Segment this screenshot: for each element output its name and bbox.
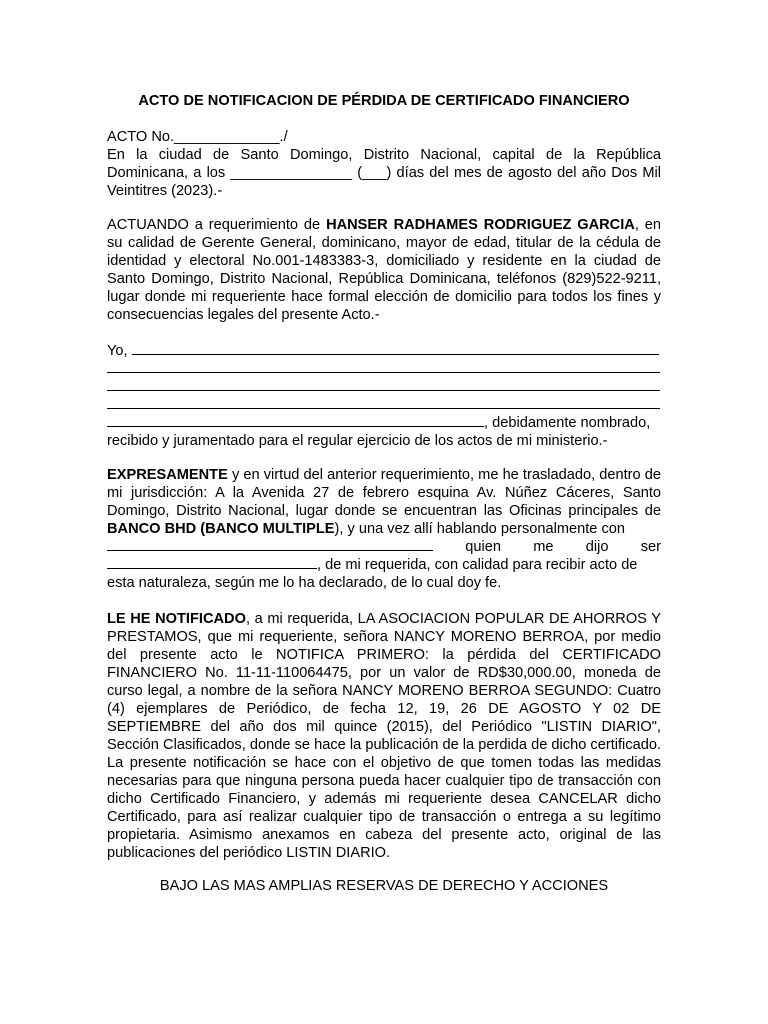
actuando-lead: ACTUANDO a requerimiento de [107,217,327,233]
blank-line [107,378,661,396]
person-name-field [107,538,433,551]
expresamente-text2: ), y una vez allí hablando personalmente con [334,521,625,537]
role-field [107,556,317,569]
alguacil-name-field [132,342,659,355]
closing-statement: BAJO LAS MAS AMPLIAS RESERVAS DE DERECHO Y ACCIONES [159,878,609,894]
yo-first-line [107,342,661,360]
yo-paragraph [107,342,661,450]
yo-suffix: , debidamente nombrado, [484,415,651,431]
word-me: me [533,539,554,555]
notificado-text: , a mi requerida, LA ASOCIACION POPULAR DE AHORROS Y PRESTAMOS, que mi requeriente, señora NANCY MORENO BERROA, por medio del presente acto le NOTIFICA PRIMERO: la pérdida del CERTIFICADO FINANCIERO No. 11-11-110064475, por un valor de RD$30,000.00, moneda de curso legal, a nombre de la señora NANCY MORENO BERROA SEGUNDO: Cuatro (4) ejemplares de Periódico, de fecha 12, 19, 26 DE AGOSTO Y 02 DE SEPTIEMBRE del año dos mil quince (2015), del Periódico "LISTIN DIARIO", Sección Clasificados, donde se hace la publicación de la perdida de dicho certificado. La presente notificación se hace con el objetivo de que tomen todas las medidas necesarias para que ninguna persona pueda hacer cualquier tipo de transacción con dicho Certificado Financiero, y además mi requeriente desea CANCELAR dicho Certificado, para así realizar cualquier tipo de transacción o entrega a su legítimo propietaria. Asimismo anexamos en cabeza del presente acto, original de las publicaciones del periódico LISTIN DIARIO. [107,611,661,861]
notificado-paragraph [107,610,661,862]
actuando-paragraph [107,216,661,324]
expresamente-text4: esta naturaleza, según me lo ha declarado, de lo cual doy fe. [107,575,502,591]
expresamente-text1: y en virtud del anterior requerimiento, me he trasladado, dentro de mi jurisdicción: A la Avenida 27 de febrero esquina Av. Núñez Cáceres, Santo Domingo, Distrito Nacional, lugar donde se encuentran las Oficinas principales de [107,467,661,519]
yo-last-line [107,414,661,432]
blank-fill [107,378,660,391]
word-quien: quien [465,539,501,555]
expresamente-lead: EXPRESAMENTE [107,467,228,483]
requerida-line [107,556,661,574]
blank-fill [107,396,660,409]
blank-fill [107,360,660,373]
acto-text: En la ciudad de Santo Domingo, Distrito Nacional, capital de la República Dominicana, a los _______________ (___) días del mes de agosto del año Dos Mil Veintitres (2023).- [107,147,661,199]
document-title: ACTO DE NOTIFICACION DE PÉRDIDA DE CERTIFICADO FINANCIERO [138,93,630,109]
word-ser: ser [640,539,661,555]
expresamente-text3: , de mi requerida, con calidad para recibir acto de [317,557,638,573]
notificado-lead: LE HE NOTIFICADO [107,611,246,627]
blank-line [107,360,661,378]
blank-fill [107,414,484,427]
acto-paragraph [107,128,661,200]
yo-label: Yo, [107,343,132,359]
word-dijo: dijo [585,539,609,555]
yo-text: recibido y juramentado para el regular ejercicio de los actos de mi ministerio.- [107,433,608,449]
quien-line [107,538,661,556]
acto-number: ACTO No._____________./ [107,129,288,145]
bank-name: BANCO BHD (BANCO MULTIPLE [107,521,335,537]
blank-line [107,396,661,414]
actuando-text: , en su calidad de Gerente General, dominicano, mayor de edad, titular de la cédula de identidad y electoral No.001-1483383-3, domiciliado y residente en la ciudad de Santo Domingo, Distrito Nacional, República Dominicana, teléfonos (829)522-9211, lugar donde mi requeriente hace formal elección de domicilio para todos los fines y consecuencias legales del presente Acto.- [107,217,662,323]
requeriente-name: HANSER RADHAMES RODRIGUEZ GARCIA [326,217,635,233]
expresamente-paragraph [107,466,661,592]
